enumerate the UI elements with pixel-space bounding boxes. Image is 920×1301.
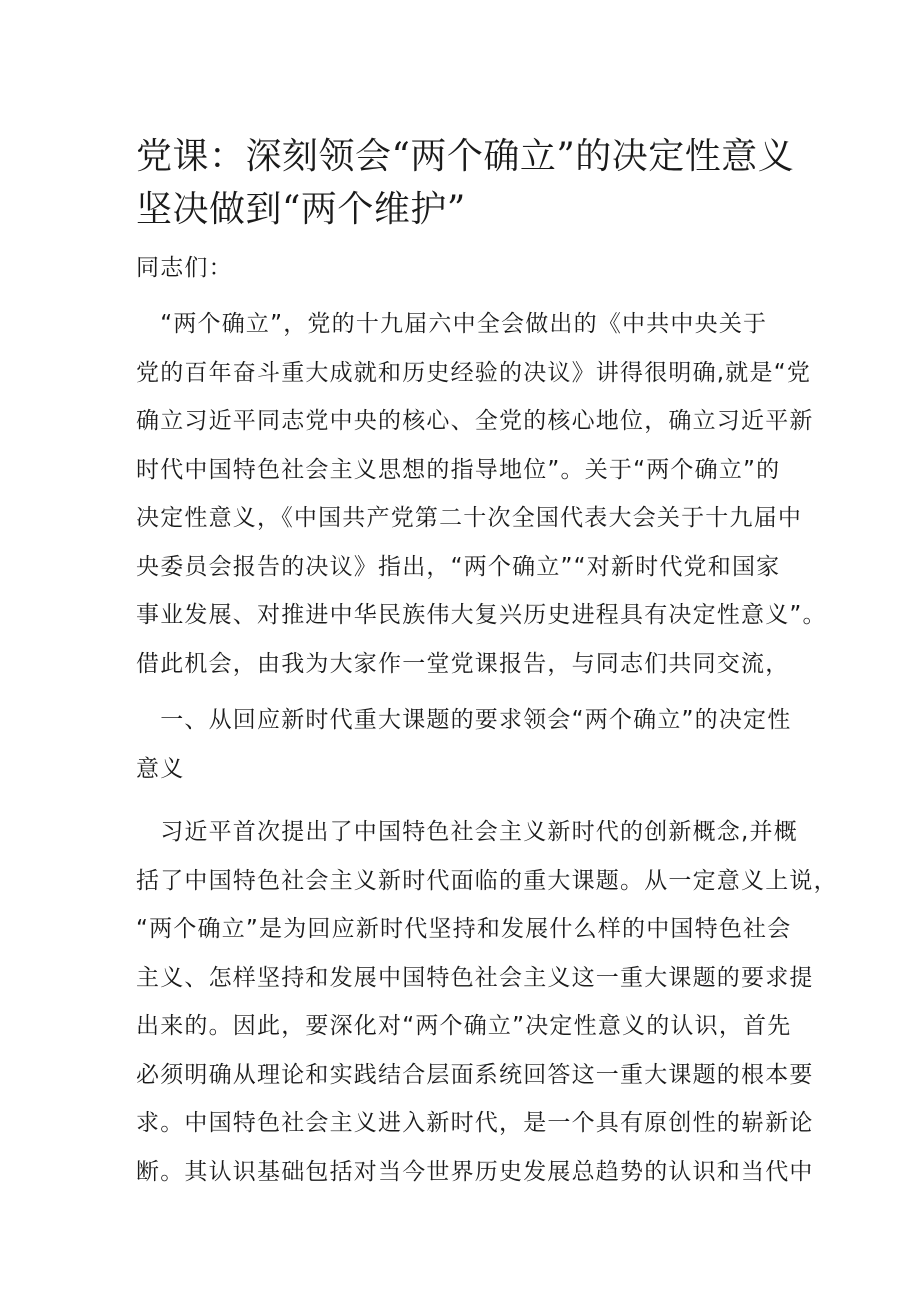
text-line: “两个确立”，党的十九届六中全会做出的《中共中央关于 bbox=[136, 311, 768, 337]
text-line: 求。中国特色社会主义进入新时代，是一个具有原创性的崭新论 bbox=[136, 1110, 814, 1136]
text-line: 必须明确从理论和实践结合层面系统回答这一重大课题的根本要 bbox=[136, 1061, 814, 1088]
text-line: 时代中国特色社会主义思想的指导地位”。关于“两个确立”的 bbox=[136, 456, 781, 483]
section-heading-1 bbox=[136, 696, 796, 793]
text-line: 主义、怎样坚持和发展中国特色社会主义这一重大课题的要求提 bbox=[136, 964, 814, 991]
text-line: 括了中国特色社会主义新时代面临的重大课题。从一定意义上说， bbox=[136, 867, 838, 894]
paragraph-section-1 bbox=[136, 808, 838, 1196]
text-line: 借此机会，由我为大家作一堂党课报告，与同志们共同交流， bbox=[136, 650, 790, 677]
text-line: “两个确立”是为回应新时代坚持和发展什么样的中国特色社会 bbox=[136, 916, 792, 942]
greeting-text: 同志们： bbox=[136, 255, 233, 281]
paragraph-intro bbox=[136, 300, 827, 688]
text-line: 习近平首次提出了中国特色社会主义新时代的创新概念,并概 bbox=[136, 819, 798, 845]
greeting bbox=[136, 244, 796, 293]
text-line: 确立习近平同志党中央的核心、全党的核心地位，确立习近平新 bbox=[136, 408, 814, 434]
heading-line: 意义 bbox=[136, 755, 185, 782]
text-line: 党的百年奋斗重大成就和历史经验的决议》讲得很明确,就是“党 bbox=[136, 359, 812, 386]
heading-line: 一、从回应新时代重大课题的要求领会“两个确立”的决定性 bbox=[136, 707, 792, 733]
title-line: 坚决做到“两个维护” bbox=[136, 189, 466, 230]
text-line: 决定性意义，《中国共产党第二十次全国代表大会关于十九届中 bbox=[136, 505, 803, 531]
text-line: 央委员会报告的决议》指出，“两个确立”“对新时代党和国家 bbox=[136, 553, 781, 580]
document-title bbox=[136, 130, 836, 236]
text-line: 事业发展、对推进中华民族伟大复兴历史进程具有决定性意义”。 bbox=[136, 602, 827, 628]
text-line: 断。其认识基础包括对当今世界历史发展总趋势的认识和当代中 bbox=[136, 1158, 814, 1185]
title-line: 党课：深刻领会“两个确立”的决定性意义 bbox=[136, 136, 795, 177]
text-line: 出来的。因此，要深化对“两个确立”决定性意义的认识，首先 bbox=[136, 1013, 792, 1039]
